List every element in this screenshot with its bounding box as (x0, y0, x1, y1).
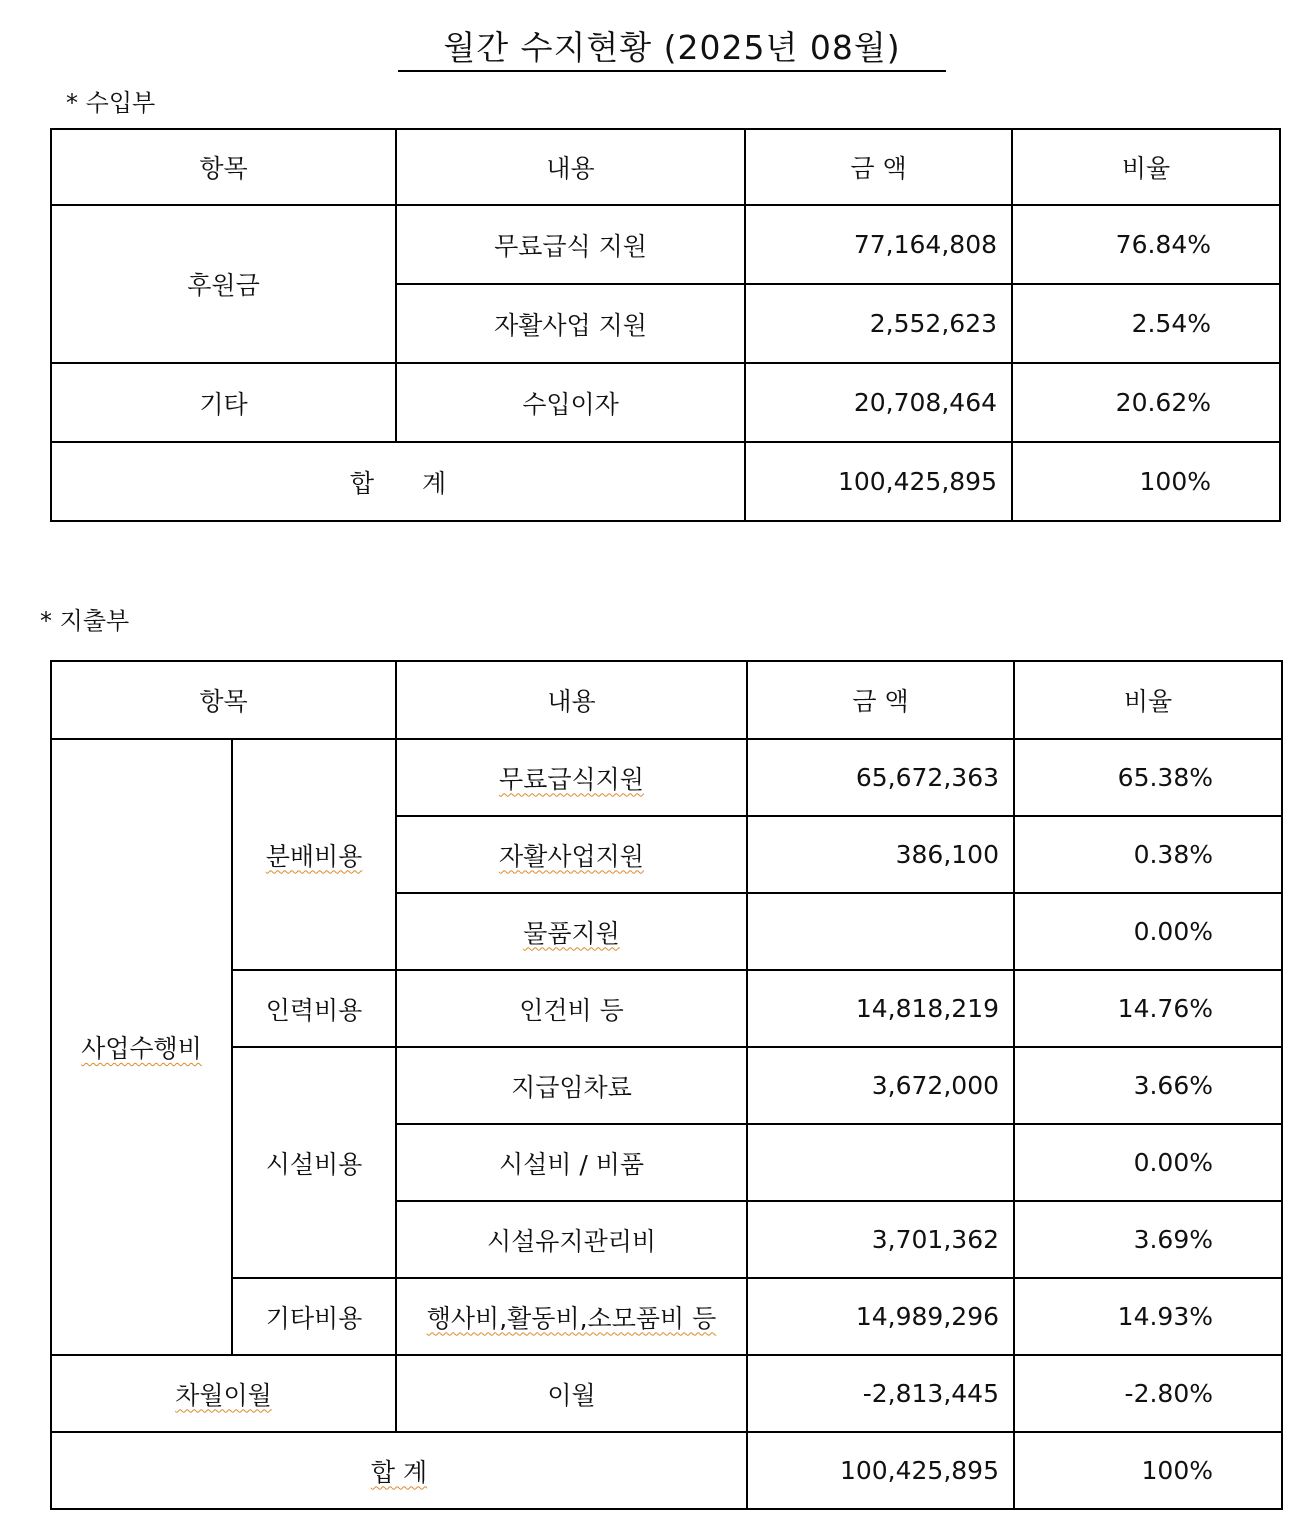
content-cell: 이월 (396, 1355, 747, 1432)
subcategory-cell: 인력비용 (232, 970, 396, 1047)
table-row (51, 1047, 1282, 1124)
amount-cell (747, 893, 1014, 970)
total-amount-cell: 100,425,895 (745, 442, 1012, 521)
amount-cell (747, 1124, 1014, 1201)
category-cell (51, 1355, 396, 1432)
subcategory-cell: 기타비용 (232, 1278, 396, 1355)
ratio-cell: 3.66% (1014, 1047, 1282, 1124)
content-cell (396, 816, 747, 893)
ratio-cell: 0.38% (1014, 816, 1282, 893)
category-cell: 기타 (51, 363, 396, 442)
header-item: 항목 (51, 129, 396, 205)
ratio-cell: -2.80% (1014, 1355, 1282, 1432)
content-label: 물품지원 (523, 918, 620, 948)
main-category-cell (51, 739, 232, 1355)
carryover-row (51, 1355, 1282, 1432)
total-label: 합 계 (370, 1457, 428, 1487)
ratio-cell: 2.54% (1012, 284, 1280, 363)
amount-cell: 14,989,296 (747, 1278, 1014, 1355)
page-title: 월간 수지현황 (2025년 08월) (398, 26, 946, 72)
expense-total-row (51, 1432, 1282, 1509)
content-cell (396, 1278, 747, 1355)
income-total-row (51, 442, 1280, 521)
income-section-label: * 수입부 (66, 89, 156, 117)
ratio-cell: 14.76% (1014, 970, 1282, 1047)
income-table (50, 128, 1281, 522)
ratio-cell: 3.69% (1014, 1201, 1282, 1278)
content-label: 무료급식지원 (499, 764, 644, 794)
content-cell: 자활사업 지원 (396, 284, 745, 363)
total-amount-cell: 100,425,895 (747, 1432, 1014, 1509)
main-category-label: 사업수행비 (81, 1034, 202, 1063)
amount-cell: 14,818,219 (747, 970, 1014, 1047)
ratio-cell: 14.93% (1014, 1278, 1282, 1355)
ratio-cell: 65.38% (1014, 739, 1282, 816)
subcategory-cell (232, 739, 396, 970)
header-amount: 금 액 (745, 129, 1012, 205)
content-cell: 시설비 / 비품 (396, 1124, 747, 1201)
ratio-cell: 0.00% (1014, 1124, 1282, 1201)
ratio-cell: 0.00% (1014, 893, 1282, 970)
amount-cell: 3,701,362 (747, 1201, 1014, 1278)
total-label-part: 합 (349, 468, 374, 498)
table-row (51, 970, 1282, 1047)
expense-table (50, 660, 1283, 1510)
category-cell: 후원금 (51, 205, 396, 363)
content-cell: 인건비 등 (396, 970, 747, 1047)
amount-cell: 65,672,363 (747, 739, 1014, 816)
amount-cell: 20,708,464 (745, 363, 1012, 442)
amount-cell: 77,164,808 (745, 205, 1012, 284)
amount-cell: 2,552,623 (745, 284, 1012, 363)
header-amount: 금 액 (747, 661, 1014, 739)
total-label-part: 계 (422, 468, 447, 498)
total-label-cell (51, 442, 745, 521)
content-label: 자활사업지원 (499, 841, 644, 871)
amount-cell: 386,100 (747, 816, 1014, 893)
amount-cell: -2,813,445 (747, 1355, 1014, 1432)
content-label: 행사비,활동비,소모품비 등 (426, 1303, 717, 1333)
subcategory-cell: 시설비용 (232, 1047, 396, 1278)
header-item: 항목 (51, 661, 396, 739)
content-cell (396, 893, 747, 970)
income-header-row (51, 129, 1280, 205)
header-content: 내용 (396, 661, 747, 739)
header-content: 내용 (396, 129, 745, 205)
total-ratio-cell: 100% (1012, 442, 1280, 521)
subcategory-label: 분배비용 (265, 841, 363, 871)
content-cell (396, 739, 747, 816)
content-cell: 지급임차료 (396, 1047, 747, 1124)
content-cell: 무료급식 지원 (396, 205, 745, 284)
table-row (51, 205, 1280, 284)
expense-header-row (51, 661, 1282, 739)
header-ratio: 비율 (1014, 661, 1282, 739)
table-row (51, 363, 1280, 442)
ratio-cell: 20.62% (1012, 363, 1280, 442)
total-label-cell (51, 1432, 747, 1509)
table-row (51, 739, 1282, 816)
content-cell: 수입이자 (396, 363, 745, 442)
header-ratio: 비율 (1012, 129, 1280, 205)
amount-cell: 3,672,000 (747, 1047, 1014, 1124)
carryover-category-label: 차월이월 (175, 1380, 272, 1410)
expense-section-label: * 지출부 (40, 607, 130, 635)
content-cell: 시설유지관리비 (396, 1201, 747, 1278)
total-ratio-cell: 100% (1014, 1432, 1282, 1509)
table-row (51, 1278, 1282, 1355)
ratio-cell: 76.84% (1012, 205, 1280, 284)
